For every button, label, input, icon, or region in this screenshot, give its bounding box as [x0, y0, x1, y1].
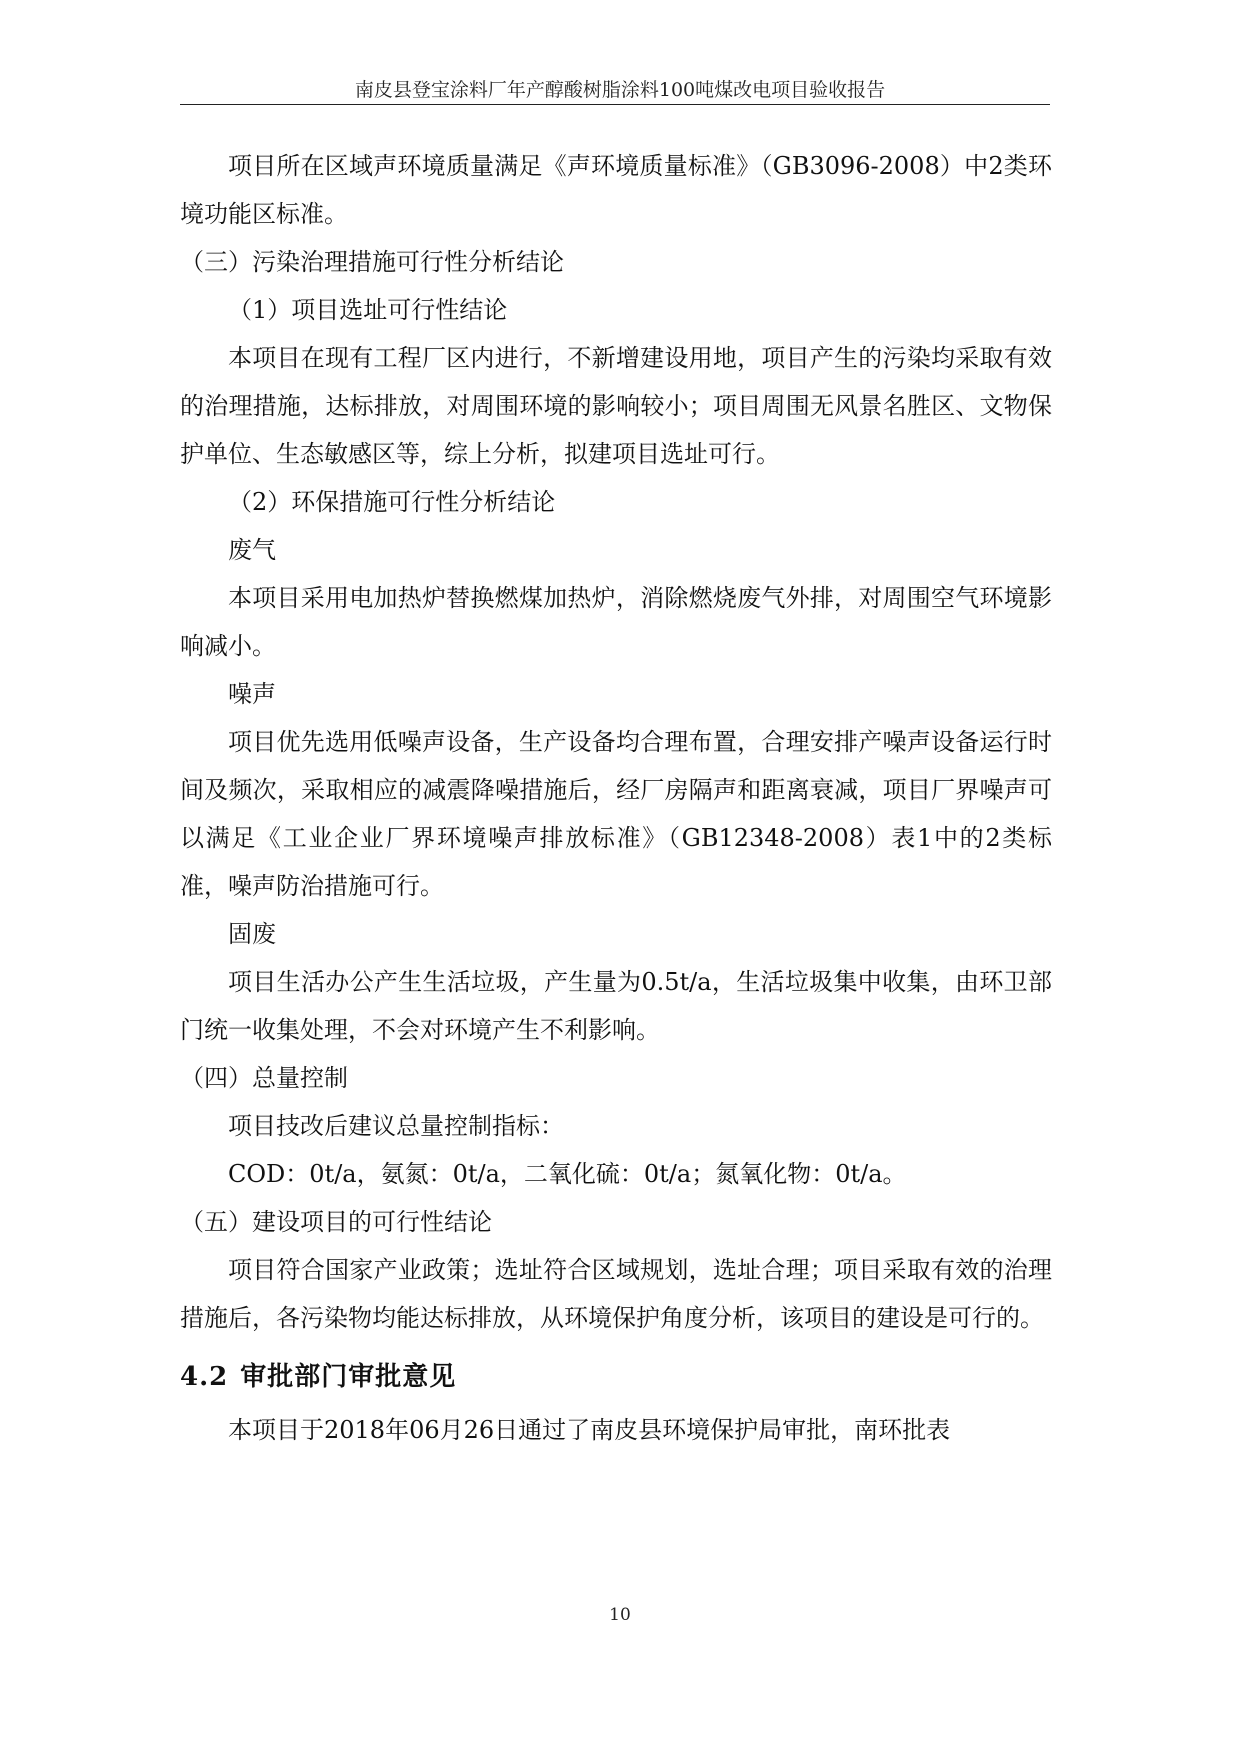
subsection-heading-1: （1）项目选址可行性结论	[228, 296, 508, 324]
paragraph-total-control: 项目技改后建议总量控制指标：	[228, 1112, 564, 1140]
subsection-heading-2: （2）环保措施可行性分析结论	[228, 488, 556, 516]
heading-number: 4.2	[180, 1362, 229, 1392]
paragraph-solid-waste: 项目生活办公产生生活垃圾，产生量为0.5t/a，生活垃圾集中收集，由环卫部门统一收集处理，不会对环境产生不利影响。	[180, 968, 1052, 1044]
paragraph-noise-quality: 项目所在区域声环境质量满足《声环境质量标准》（GB3096-2008）中2类环境功能区标准。	[180, 152, 1052, 228]
paragraph-waste-gas: 本项目采用电加热炉替换燃煤加热炉，消除燃烧废气外排，对周围空气环境影响减小。	[180, 584, 1052, 660]
paragraph-total-values: COD：0t/a，氨氮：0t/a，二氧化硫：0t/a；氮氧化物：0t/a。	[228, 1160, 907, 1188]
section-heading-5: （五）建设项目的可行性结论	[180, 1208, 492, 1236]
paragraph-feasibility: 项目符合国家产业政策；选址符合区域规划，选址合理；项目采取有效的治理措施后，各污染物均能达标排放，从环境保护角度分析，该项目的建设是可行的。	[180, 1256, 1052, 1332]
paragraph-noise: 项目优先选用低噪声设备，生产设备均合理布置，合理安排产噪声设备运行时间及频次，采取相应的减震降噪措施后，经厂房隔声和距离衰减，项目厂界噪声可以满足《工业企业厂界环境噪声排放标准》（GB12348-2008）表1中的2类标准，噪声防治措施可行。	[180, 728, 1052, 900]
section-heading-4: （四）总量控制	[180, 1064, 348, 1092]
page-header: 南皮县登宝涂料厂年产醇酸树脂涂料100吨煤改电项目验收报告	[354, 79, 886, 101]
label-noise: 噪声	[228, 680, 276, 708]
paragraph-site-selection: 本项目在现有工程厂区内进行，不新增建设用地，项目产生的污染均采取有效的治理措施，达标排放，对周围环境的影响较小；项目周围无风景名胜区、文物保护单位、生态敏感区等，综上分析，拟建项目选址可行。	[180, 344, 1052, 468]
label-solid-waste: 固废	[228, 920, 276, 948]
header-rule	[180, 104, 1050, 105]
section-heading-3: （三）污染治理措施可行性分析结论	[180, 248, 564, 276]
page-number: 10	[609, 1605, 631, 1625]
page-body	[180, 142, 1052, 1454]
paragraph-approval: 本项目于2018年06月26日通过了南皮县环境保护局审批，南环批表	[228, 1416, 951, 1444]
heading-4-2	[180, 1348, 1052, 1406]
label-waste-gas: 废气	[228, 536, 276, 564]
heading-title: 审批部门审批意见	[240, 1362, 457, 1392]
